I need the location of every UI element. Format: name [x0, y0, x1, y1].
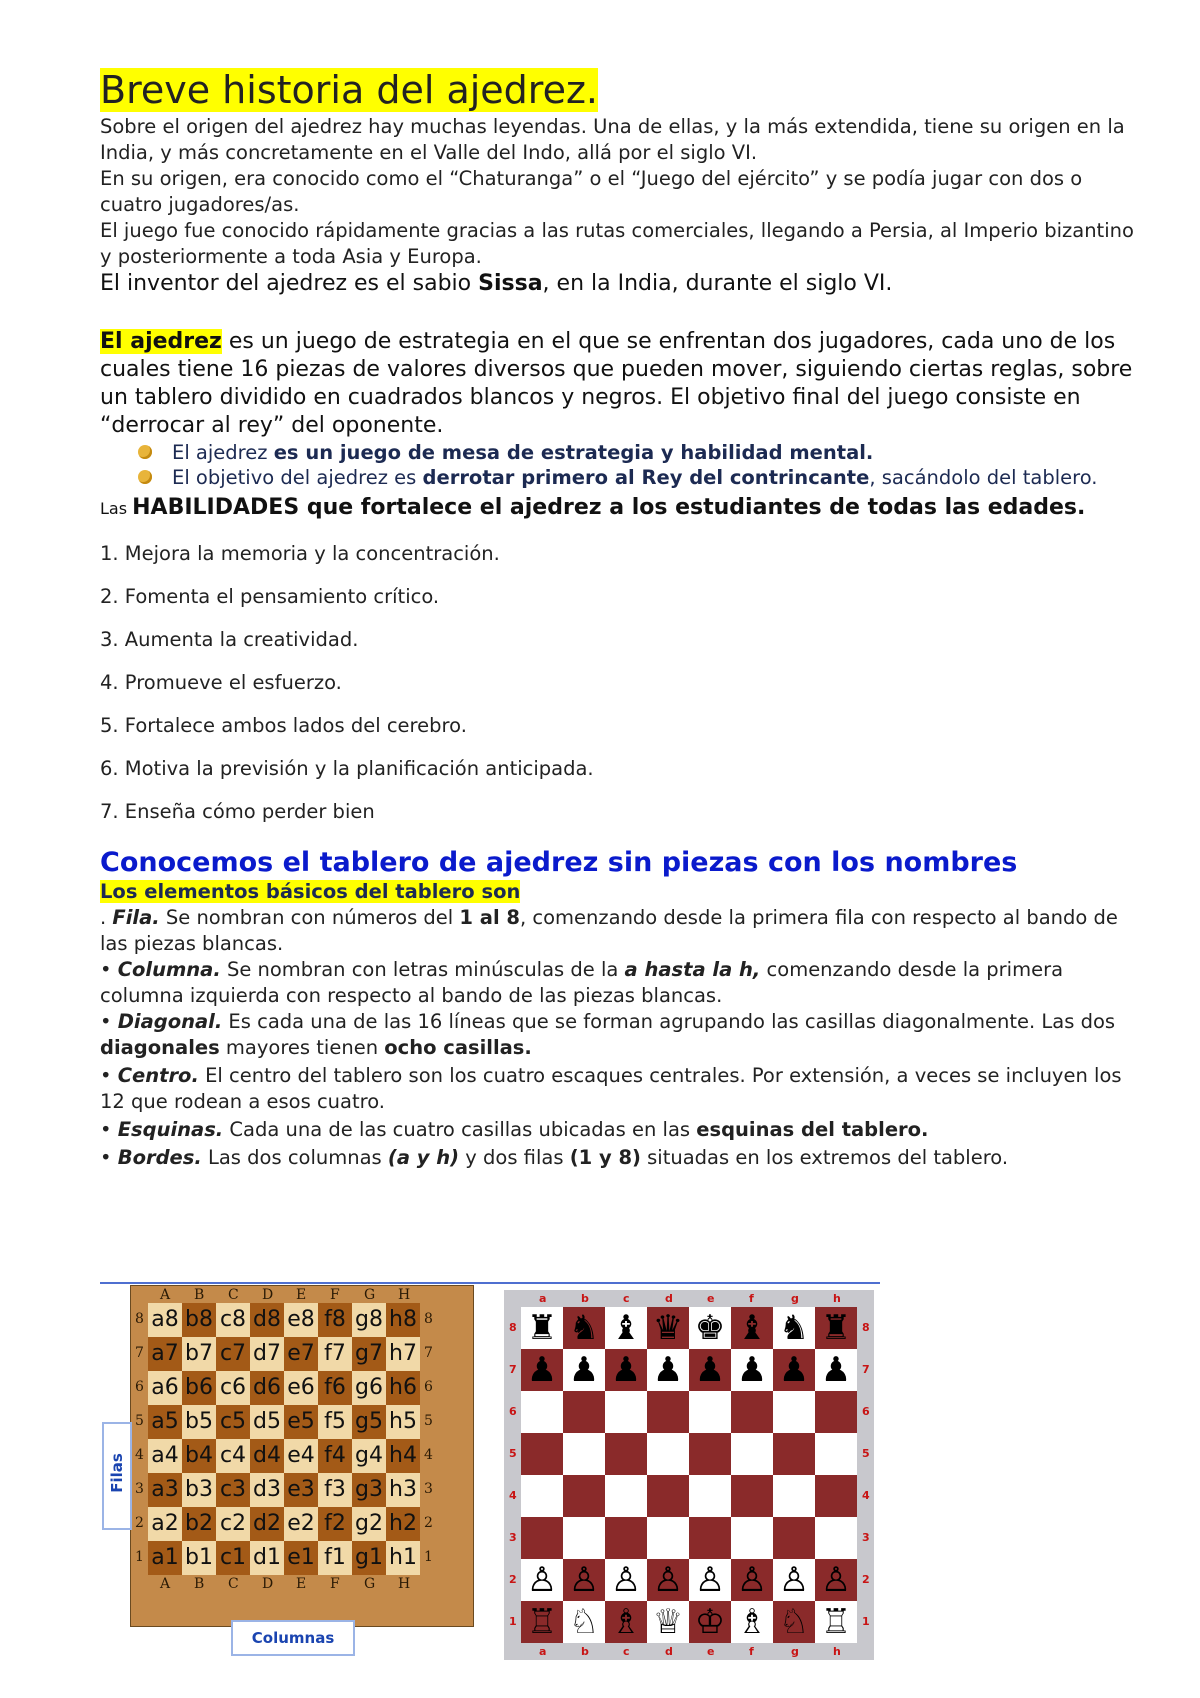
rank-label: 3: [424, 1481, 433, 1497]
intro-paragraph-2: En su origen, era conocido como el “Chaturanga” o el “Juego del ejército” y se podía jugar con dos o cuatro jugadores/as.: [100, 167, 1083, 216]
square-label: b7: [182, 1337, 216, 1371]
file-label: D: [262, 1287, 274, 1303]
rank-coordinate: 4: [509, 1489, 517, 1502]
board-square: [731, 1475, 773, 1517]
rank-label: 7: [424, 1345, 433, 1361]
bullet-icon: [138, 470, 152, 484]
board-square: [773, 1475, 815, 1517]
white-pawn-icon: ♙: [736, 1560, 768, 1600]
board-square: [605, 1517, 647, 1559]
element-bordes: • Bordes. Las dos columnas (a y h) y dos filas (1 y 8) situadas en los extremos del tablero.: [100, 1146, 1009, 1169]
board-square: [647, 1391, 689, 1433]
rank-label: 2: [135, 1515, 144, 1531]
square-label: c6: [216, 1371, 250, 1405]
square-label: c2: [216, 1507, 250, 1541]
square-label: g8: [352, 1303, 386, 1337]
file-coordinate: f: [749, 1645, 754, 1658]
board-square: [647, 1517, 689, 1559]
square-label: a2: [148, 1507, 182, 1541]
rank-label: 2: [424, 1515, 433, 1531]
file-label: A: [160, 1287, 171, 1303]
square-label: e2: [284, 1507, 318, 1541]
rank-coordinate: 7: [862, 1363, 870, 1376]
square-label: c4: [216, 1439, 250, 1473]
file-label: C: [228, 1287, 239, 1303]
element-centro: • Centro. El centro del tablero son los cuatro escaques centrales. Por extensión, a veces se incluyen los 12 que rodean a esos cuatro.: [100, 1064, 1122, 1113]
white-pawn-icon: ♙: [820, 1560, 852, 1600]
file-label: A: [160, 1576, 171, 1592]
rank-label: 4: [135, 1447, 144, 1463]
rank-coordinate: 3: [862, 1531, 870, 1544]
element-columna: • Columna. Se nombran con letras minúsculas de la a hasta la h, comenzando desde la primera columna izquierda con respecto al bando de las piezas blancas.: [100, 958, 1064, 1007]
square-label: a5: [148, 1405, 182, 1439]
skills-heading: Las HABILIDADES que fortalece el ajedrez a los estudiantes de todas las edades.: [100, 495, 1086, 520]
square-label: c1: [216, 1541, 250, 1575]
square-label: e8: [284, 1303, 318, 1337]
file-label: G: [364, 1287, 376, 1303]
file-coordinate: g: [791, 1645, 799, 1658]
inventor-line: El inventor del ajedrez es el sabio Sissa, en la India, durante el siglo VI.: [100, 271, 893, 296]
square-label: h2: [386, 1507, 420, 1541]
square-label: f4: [318, 1439, 352, 1473]
square-label: d8: [250, 1303, 284, 1337]
rank-coordinate: 3: [509, 1531, 517, 1544]
black-pawn-icon: ♟: [652, 1350, 684, 1390]
square-label: c3: [216, 1473, 250, 1507]
columnas-tab: Columnas: [231, 1620, 355, 1656]
board-square: [521, 1391, 563, 1433]
square-label: e1: [284, 1541, 318, 1575]
board-square: [815, 1433, 857, 1475]
white-pawn-icon: ♙: [694, 1560, 726, 1600]
black-piece-icon: ♚: [694, 1308, 726, 1348]
document-title: Breve historia del ajedrez.: [100, 68, 598, 112]
intro-paragraph-3: El juego fue conocido rápidamente gracias a las rutas comerciales, llegando a Persia, al Imperio bizantino y posteriormente a toda Asia y Europa.: [100, 219, 1134, 268]
square-label: h7: [386, 1337, 420, 1371]
rank-label: 1: [135, 1549, 144, 1565]
black-pawn-icon: ♟: [526, 1350, 558, 1390]
board-square: [731, 1433, 773, 1475]
rank-coordinate: 8: [509, 1321, 517, 1334]
filas-tab: Filas: [102, 1422, 132, 1530]
rank-coordinate: 1: [509, 1615, 517, 1628]
rank-coordinate: 2: [862, 1573, 870, 1586]
board-square: [563, 1475, 605, 1517]
black-piece-icon: ♝: [610, 1308, 642, 1348]
labeled-chessboard: [130, 1285, 474, 1627]
square-label: a6: [148, 1371, 182, 1405]
square-label: d5: [250, 1405, 284, 1439]
square-label: g7: [352, 1337, 386, 1371]
rank-label: 4: [424, 1447, 433, 1463]
file-coordinate: c: [623, 1645, 630, 1658]
rank-label: 5: [424, 1413, 433, 1429]
square-label: h8: [386, 1303, 420, 1337]
square-label: d2: [250, 1507, 284, 1541]
square-label: e5: [284, 1405, 318, 1439]
file-coordinate: h: [833, 1292, 841, 1305]
square-label: d6: [250, 1371, 284, 1405]
piece-chessboard: [504, 1290, 874, 1660]
board-square: [773, 1433, 815, 1475]
rank-coordinate: 6: [862, 1405, 870, 1418]
square-label: a8: [148, 1303, 182, 1337]
black-piece-icon: ♝: [736, 1308, 768, 1348]
elements-heading: Los elementos básicos del tablero son: [100, 880, 521, 903]
board-square: [563, 1433, 605, 1475]
square-label: f8: [318, 1303, 352, 1337]
square-label: g3: [352, 1473, 386, 1507]
file-coordinate: e: [707, 1292, 715, 1305]
intro-paragraph-1: Sobre el origen del ajedrez hay muchas leyendas. Una de ellas, y la más extendida, tiene su origen en la India, y más concretamente en el Valle del Indo, allá por el siglo VI.: [100, 115, 1125, 164]
file-coordinate: c: [623, 1292, 630, 1305]
square-label: b3: [182, 1473, 216, 1507]
skill-item: 7. Enseña cómo perder bien: [100, 800, 375, 823]
square-label: h5: [386, 1405, 420, 1439]
square-label: b1: [182, 1541, 216, 1575]
board-square: [773, 1517, 815, 1559]
file-coordinate: a: [539, 1645, 547, 1658]
rank-coordinate: 2: [509, 1573, 517, 1586]
white-pawn-icon: ♙: [652, 1560, 684, 1600]
board-square: [689, 1475, 731, 1517]
file-label: B: [194, 1576, 205, 1592]
file-label: G: [364, 1576, 376, 1592]
board-square: [689, 1517, 731, 1559]
black-pawn-icon: ♟: [778, 1350, 810, 1390]
white-piece-icon: ♘: [568, 1602, 600, 1642]
white-pawn-icon: ♙: [568, 1560, 600, 1600]
file-label: E: [296, 1576, 307, 1592]
white-piece-icon: ♗: [736, 1602, 768, 1642]
board-square: [731, 1391, 773, 1433]
board-square: [647, 1475, 689, 1517]
file-coordinate: h: [833, 1645, 841, 1658]
white-piece-icon: ♘: [778, 1602, 810, 1642]
bullet-item-2: El objetivo del ajedrez es derrotar primero al Rey del contrincante, sacándolo del tablero.: [100, 465, 1140, 490]
square-label: f1: [318, 1541, 352, 1575]
skill-item: 5. Fortalece ambos lados del cerebro.: [100, 714, 467, 737]
file-label: C: [228, 1576, 239, 1592]
square-label: g1: [352, 1541, 386, 1575]
square-label: d7: [250, 1337, 284, 1371]
square-label: f3: [318, 1473, 352, 1507]
square-label: c5: [216, 1405, 250, 1439]
file-coordinate: d: [665, 1292, 673, 1305]
file-label: E: [296, 1287, 307, 1303]
rank-label: 3: [135, 1481, 144, 1497]
board-square: [815, 1475, 857, 1517]
square-label: e7: [284, 1337, 318, 1371]
rank-coordinate: 6: [509, 1405, 517, 1418]
rank-coordinate: 1: [862, 1615, 870, 1628]
board-square: [647, 1433, 689, 1475]
file-label: D: [262, 1576, 274, 1592]
black-pawn-icon: ♟: [736, 1350, 768, 1390]
definition-paragraph: El ajedrez es un juego de estrategia en el que se enfrentan dos jugadores, cada uno de los cuales tiene 16 piezas de valores diversos que pueden mover, siguiendo ciertas reglas, sobre un tablero dividido en cuadrados blancos y negros. El objetivo final del juego consiste en “derrocar al rey” del oponente.: [100, 329, 1133, 438]
white-piece-icon: ♕: [652, 1602, 684, 1642]
file-label: H: [398, 1576, 411, 1592]
rank-label: 8: [135, 1311, 144, 1327]
element-fila: . Fila. Se nombran con números del 1 al 8, comenzando desde la primera fila con respecto al bando de las piezas blancas.: [100, 906, 1118, 955]
rank-coordinate: 7: [509, 1363, 517, 1376]
square-label: a3: [148, 1473, 182, 1507]
square-label: g4: [352, 1439, 386, 1473]
skill-item: 6. Motiva la previsión y la planificación anticipada.: [100, 757, 594, 780]
square-label: e6: [284, 1371, 318, 1405]
black-piece-icon: ♞: [568, 1308, 600, 1348]
rank-coordinate: 4: [862, 1489, 870, 1502]
board-square: [563, 1391, 605, 1433]
square-label: h1: [386, 1541, 420, 1575]
square-label: b4: [182, 1439, 216, 1473]
file-label: F: [330, 1287, 340, 1303]
square-label: d3: [250, 1473, 284, 1507]
square-label: a1: [148, 1541, 182, 1575]
square-label: g5: [352, 1405, 386, 1439]
black-pawn-icon: ♟: [694, 1350, 726, 1390]
rank-coordinate: 5: [862, 1447, 870, 1460]
square-label: f2: [318, 1507, 352, 1541]
black-pawn-icon: ♟: [820, 1350, 852, 1390]
rank-label: 6: [424, 1379, 433, 1395]
file-coordinate: b: [581, 1292, 589, 1305]
black-piece-icon: ♞: [778, 1308, 810, 1348]
black-piece-icon: ♛: [652, 1308, 684, 1348]
rank-label: 5: [135, 1413, 144, 1429]
file-label: H: [398, 1287, 411, 1303]
black-piece-icon: ♜: [820, 1308, 852, 1348]
rank-label: 6: [135, 1379, 144, 1395]
white-piece-icon: ♖: [820, 1602, 852, 1642]
board-square: [521, 1517, 563, 1559]
rank-label: 7: [135, 1345, 144, 1361]
board-square: [605, 1391, 647, 1433]
square-label: g6: [352, 1371, 386, 1405]
file-label: F: [330, 1576, 340, 1592]
rank-coordinate: 8: [862, 1321, 870, 1334]
file-coordinate: b: [581, 1645, 589, 1658]
file-coordinate: f: [749, 1292, 754, 1305]
square-label: h6: [386, 1371, 420, 1405]
square-label: d1: [250, 1541, 284, 1575]
square-label: b2: [182, 1507, 216, 1541]
square-label: a4: [148, 1439, 182, 1473]
file-coordinate: a: [539, 1292, 547, 1305]
board-square: [521, 1433, 563, 1475]
square-label: e4: [284, 1439, 318, 1473]
board-square: [731, 1517, 773, 1559]
file-label: B: [194, 1287, 205, 1303]
element-esquinas: • Esquinas. Cada una de las cuatro casillas ubicadas en las esquinas del tablero.: [100, 1118, 929, 1141]
square-label: f7: [318, 1337, 352, 1371]
square-label: g2: [352, 1507, 386, 1541]
square-label: b5: [182, 1405, 216, 1439]
file-coordinate: d: [665, 1645, 673, 1658]
square-label: b6: [182, 1371, 216, 1405]
white-pawn-icon: ♙: [778, 1560, 810, 1600]
rank-label: 1: [424, 1549, 433, 1565]
rank-coordinate: 5: [509, 1447, 517, 1460]
rank-label: 8: [424, 1311, 433, 1327]
board-square: [815, 1517, 857, 1559]
white-piece-icon: ♗: [610, 1602, 642, 1642]
board-square: [605, 1433, 647, 1475]
board-square: [689, 1433, 731, 1475]
white-pawn-icon: ♙: [610, 1560, 642, 1600]
white-piece-icon: ♖: [526, 1602, 558, 1642]
element-diagonal: • Diagonal. Es cada una de las 16 líneas que se forman agrupando las casillas diagonalmente. Las dos diagonales mayores tienen ocho casillas.: [100, 1010, 1116, 1059]
white-piece-icon: ♔: [694, 1602, 726, 1642]
square-label: b8: [182, 1303, 216, 1337]
white-pawn-icon: ♙: [526, 1560, 558, 1600]
board-square: [563, 1517, 605, 1559]
black-pawn-icon: ♟: [610, 1350, 642, 1390]
square-label: h4: [386, 1439, 420, 1473]
skill-item: 3. Aumenta la creatividad.: [100, 628, 359, 651]
square-label: c8: [216, 1303, 250, 1337]
skill-item: 2. Fomenta el pensamiento crítico.: [100, 585, 440, 608]
square-label: a7: [148, 1337, 182, 1371]
file-coordinate: e: [707, 1645, 715, 1658]
board-square: [605, 1475, 647, 1517]
bullet-icon: [138, 445, 152, 459]
file-coordinate: g: [791, 1292, 799, 1305]
bullet-item-1: El ajedrez es un juego de mesa de estrategia y habilidad mental.: [100, 440, 1140, 465]
black-piece-icon: ♜: [526, 1308, 558, 1348]
square-label: c7: [216, 1337, 250, 1371]
board-square: [689, 1391, 731, 1433]
square-label: f5: [318, 1405, 352, 1439]
definition-term: El ajedrez: [100, 329, 222, 354]
board-square: [521, 1475, 563, 1517]
skill-item: 1. Mejora la memoria y la concentración.: [100, 542, 500, 565]
board-square: [815, 1391, 857, 1433]
black-pawn-icon: ♟: [568, 1350, 600, 1390]
board-square: [773, 1391, 815, 1433]
board-section-heading: Conocemos el tablero de ajedrez sin piezas con los nombres: [100, 847, 1018, 878]
skill-item: 4. Promueve el esfuerzo.: [100, 671, 342, 694]
document-page: [100, 66, 1140, 1171]
square-label: d4: [250, 1439, 284, 1473]
square-label: e3: [284, 1473, 318, 1507]
square-label: h3: [386, 1473, 420, 1507]
square-label: f6: [318, 1371, 352, 1405]
horizontal-rule: [100, 1282, 880, 1284]
